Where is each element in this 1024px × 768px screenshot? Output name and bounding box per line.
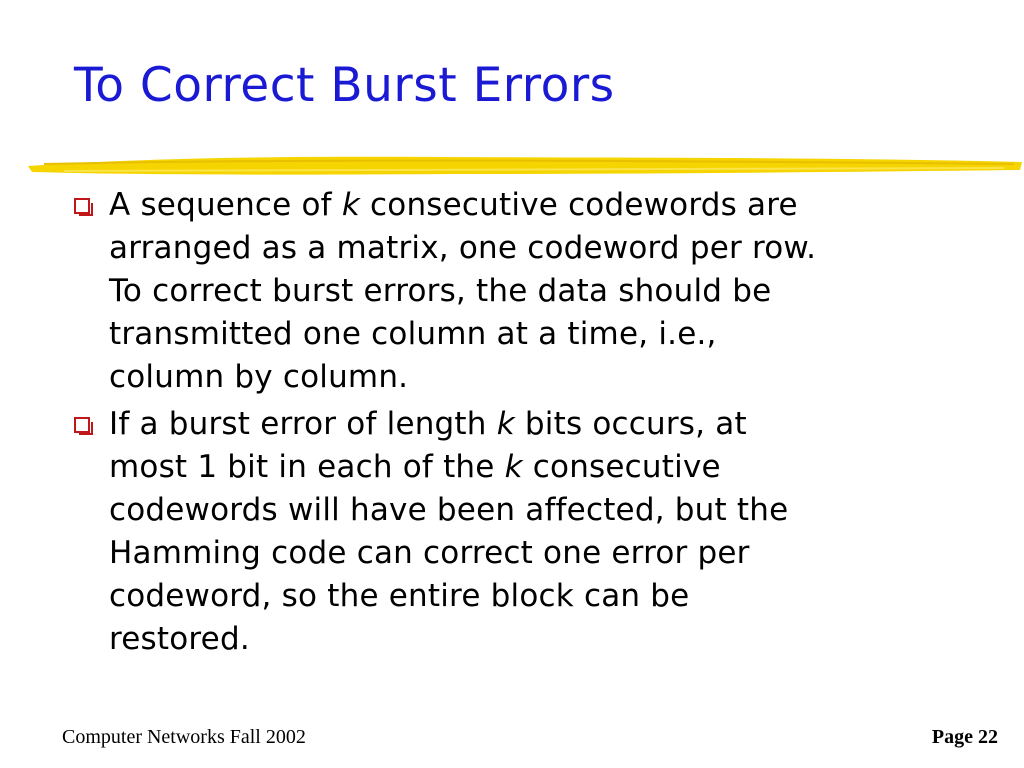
bullet-line: transmitted one column at a time, i.e.,	[109, 316, 717, 352]
bullet-line: arranged as a matrix, one codeword per row.	[109, 230, 817, 266]
footer-page-number: Page 22	[931, 726, 998, 748]
bullet-item	[72, 403, 972, 661]
bullet-line: To correct burst errors, the data should be	[109, 273, 772, 309]
bullet-line: Hamming code can correct one error per	[109, 535, 750, 571]
slide-title: To Correct Burst Errors	[74, 58, 615, 113]
bullet-list	[72, 184, 972, 665]
square-bullet-icon	[74, 417, 94, 436]
bullet-line: most 1 bit in each of the k consecutive	[109, 449, 721, 485]
bullet-line: A sequence of k consecutive codewords are	[109, 187, 798, 223]
bullet-line: column by column.	[109, 359, 409, 395]
bullet-line: restored.	[109, 621, 250, 657]
footer-course-title: Computer Networks Fall 2002	[62, 726, 306, 748]
title-underline-brushstroke	[24, 148, 1024, 184]
bullet-item	[72, 184, 972, 399]
bullet-line: codeword, so the entire block can be	[109, 578, 690, 614]
bullet-line: codewords will have been affected, but the	[109, 492, 789, 528]
square-bullet-icon	[74, 198, 94, 217]
bullet-line: If a burst error of length k bits occurs, at	[109, 406, 747, 442]
